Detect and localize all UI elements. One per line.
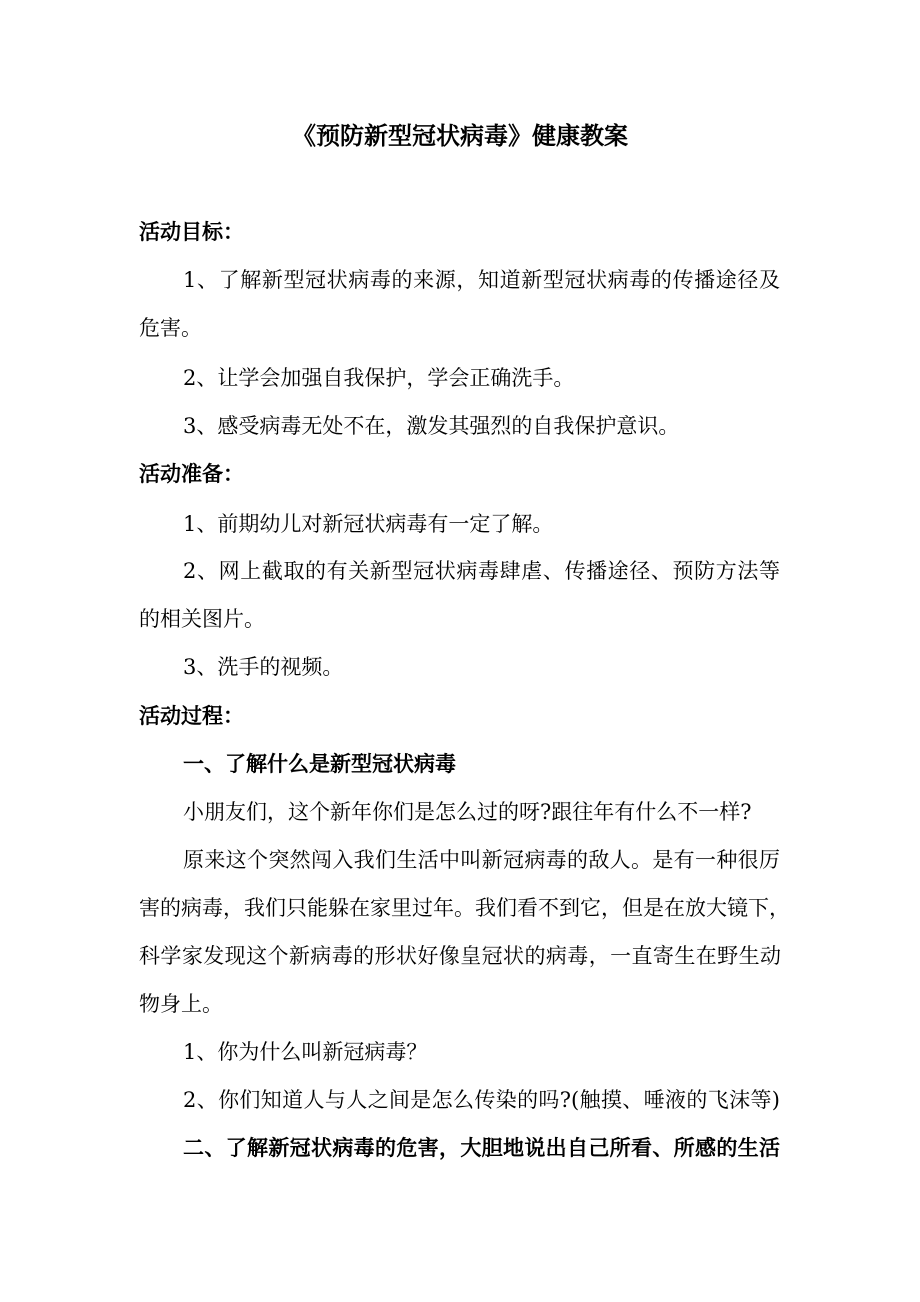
process-paragraph-2-line-2: 害的病毒，我们只能躲在家里过年。我们看不到它，但是在放大镜下， [139, 896, 790, 920]
preparation-item-2-line-2: 的相关图片。 [139, 607, 265, 631]
goal-item-2: 2、让学会加强自我保护，学会正确洗手。 [183, 366, 575, 390]
document-title: 《预防新型冠状病毒》健康教案 [292, 121, 628, 150]
section-heading-goals: 活动目标： [139, 219, 244, 244]
process-paragraph-2-line-3: 科学家发现这个新病毒的形状好像皇冠状的病毒，一直寄生在野生动 [139, 944, 781, 968]
process-paragraph-2-line-4: 物身上。 [139, 992, 223, 1016]
process-question-2: 2、你们知道人与人之间是怎么传染的吗?(触摸、唾液的飞沫等) [183, 1088, 780, 1112]
process-part-1-title: 一、了解什么是新型冠状病毒 [183, 751, 456, 776]
process-paragraph-1: 小朋友们，这个新年你们是怎么过的呀?跟往年有什么不一样? [183, 800, 752, 824]
process-part-2-title: 二、了解新冠状病毒的危害，大胆地说出自己所看、所感的生活 [183, 1135, 780, 1160]
preparation-item-3: 3、洗手的视频。 [183, 655, 344, 679]
goal-item-3: 3、感受病毒无处不在，激发其强烈的自我保护意识。 [183, 414, 680, 438]
goal-item-1-line-2: 危害。 [139, 316, 202, 340]
preparation-item-2-line-1: 2、网上截取的有关新型冠状病毒肆虐、传播途径、预防方法等 [183, 559, 780, 583]
process-paragraph-2-line-1: 原来这个突然闯入我们生活中叫新冠病毒的敌人。是有一种很厉 [183, 848, 780, 872]
section-heading-process: 活动过程： [139, 703, 244, 728]
goal-item-1-line-1: 1、了解新型冠状病毒的来源，知道新型冠状病毒的传播途径及 [183, 268, 780, 292]
section-heading-preparation: 活动准备： [139, 461, 244, 486]
process-question-1: 1、你为什么叫新冠病毒？ [183, 1040, 428, 1064]
preparation-item-1: 1、前期幼儿对新冠状病毒有一定了解。 [183, 512, 554, 536]
